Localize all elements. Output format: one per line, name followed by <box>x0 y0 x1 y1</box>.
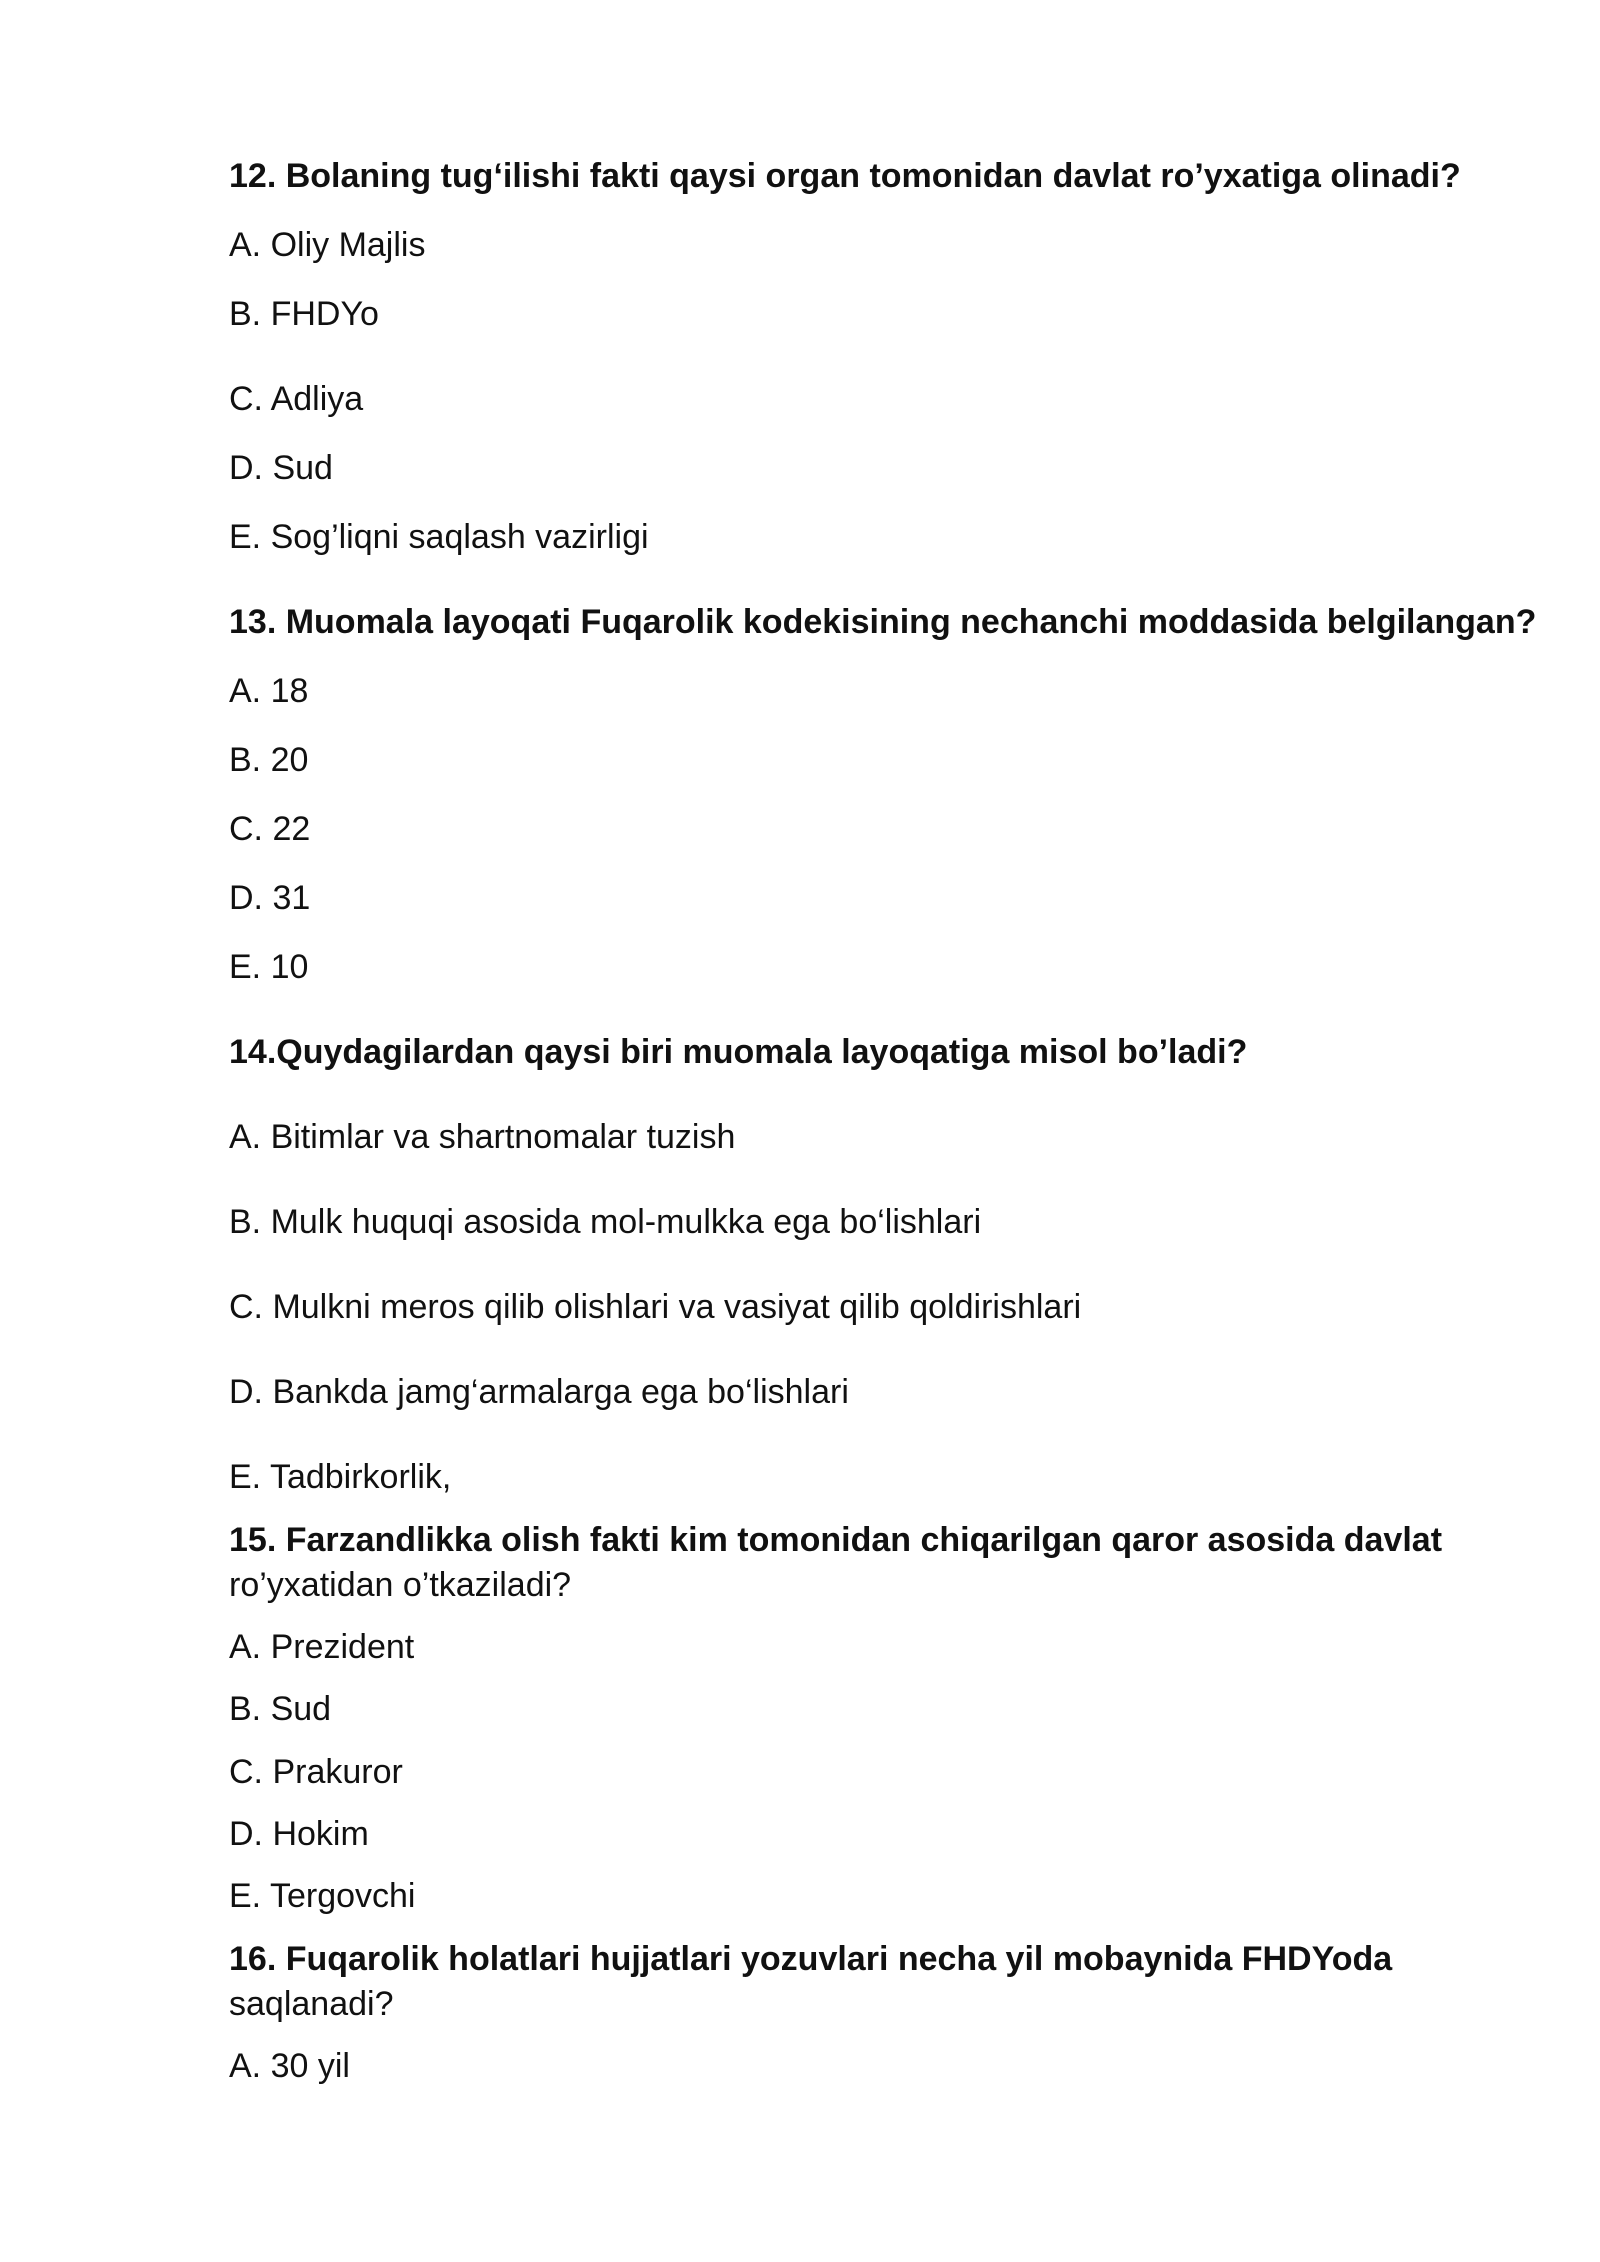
question-15-option-e: E. Tergovchi <box>229 1877 416 1915</box>
question-16-text-continued: saqlanadi? <box>229 1985 394 2023</box>
question-12-option-a: A. Oliy Majlis <box>229 226 426 264</box>
question-14-option-c: C. Mulkni meros qilib olishlari va vasiyat qilib qoldirishlari <box>229 1288 1082 1326</box>
question-14-text: 14.Quydagilardan qaysi biri muomala layoqatiga misol bo’ladi? <box>229 1033 1248 1071</box>
question-13-option-b: B. 20 <box>229 741 309 779</box>
question-13-option-d: D. 31 <box>229 879 311 917</box>
question-14-option-e: E. Tadbirkorlik, <box>229 1458 452 1496</box>
question-14-option-b: B. Mulk huquqi asosida mol-mulkka ega bo‘lishlari <box>229 1203 982 1241</box>
question-15-text-continued: ro’yxatidan o’tkaziladi? <box>229 1566 572 1604</box>
question-13-option-a: A. 18 <box>229 672 309 710</box>
question-15-text: 15. Farzandlikka olish fakti kim tomonidan chiqarilgan qaror asosida davlat <box>229 1521 1443 1559</box>
question-12-option-d: D. Sud <box>229 449 333 487</box>
question-16-option-a: A. 30 yil <box>229 2047 350 2085</box>
question-12-option-e: E. Sog’liqni saqlash vazirligi <box>229 518 649 556</box>
question-15-option-c: C. Prakuror <box>229 1753 403 1791</box>
question-15-option-d: D. Hokim <box>229 1815 369 1853</box>
question-12-text: 12. Bolaning tug‘ilishi fakti qaysi organ tomonidan davlat ro’yxatiga olinadi? <box>229 157 1461 195</box>
question-15-option-b: B. Sud <box>229 1690 332 1728</box>
question-12-option-c: C. Adliya <box>229 380 364 418</box>
question-13-text: 13. Muomala layoqati Fuqarolik kodekisining nechanchi moddasida belgilangan? <box>229 603 1537 641</box>
question-14-option-a: A. Bitimlar va shartnomalar tuzish <box>229 1118 736 1156</box>
question-16-text: 16. Fuqarolik holatlari hujjatlari yozuvlari necha yil mobaynida FHDYoda <box>229 1940 1393 1978</box>
question-15-option-a: A. Prezident <box>229 1628 415 1666</box>
question-12-option-b: B. FHDYo <box>229 295 379 333</box>
question-13-option-c: C. 22 <box>229 810 311 848</box>
question-14-option-d: D. Bankda jamg‘armalarga ega bo‘lishlari <box>229 1373 849 1411</box>
question-13-option-e: E. 10 <box>229 948 309 986</box>
